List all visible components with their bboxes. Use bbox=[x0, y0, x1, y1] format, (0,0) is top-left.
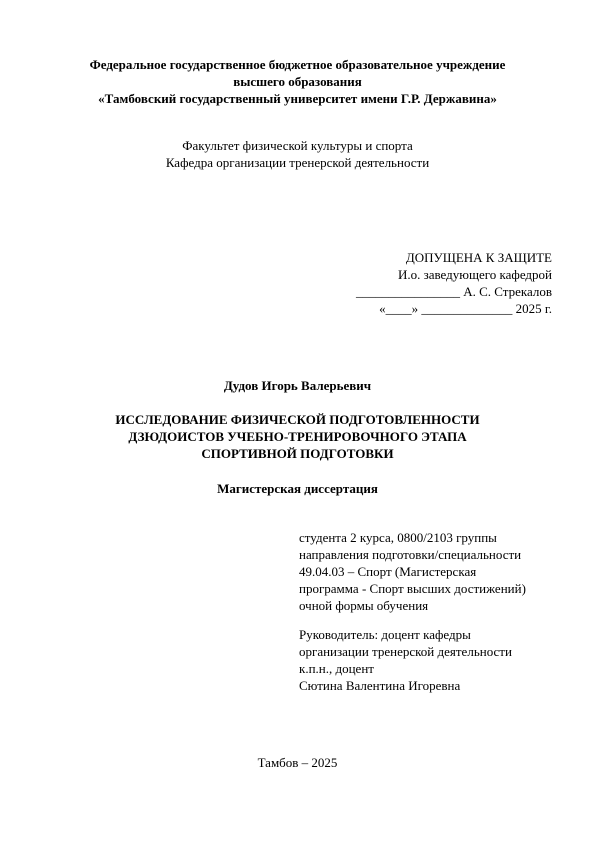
approval-title: ДОПУЩЕНА К ЗАЩИТЕ bbox=[405, 250, 552, 265]
student-info-line-2: направления подготовки/специальности bbox=[299, 547, 522, 562]
chair-name: Кафедра организации тренерской деятельности bbox=[165, 155, 430, 170]
faculty-name: Факультет физической культуры и спорта bbox=[182, 138, 413, 153]
approval-date: «____» ______________ 2025 г. bbox=[379, 301, 552, 316]
thesis-title-line-3: СПОРТИВНОЙ ПОДГОТОВКИ bbox=[201, 446, 394, 461]
thesis-type: Магистерская диссертация bbox=[217, 481, 378, 496]
institution-line-2: высшего образования bbox=[233, 74, 362, 89]
supervisor-line-2: организации тренерской деятельности bbox=[299, 644, 512, 659]
student-info-line-5: очной формы обучения bbox=[299, 598, 429, 613]
student-info-line-1: студента 2 курса, 0800/2103 группы bbox=[299, 530, 497, 545]
student-info-line-4: программа - Спорт высших достижений) bbox=[299, 581, 526, 596]
city-year: Тамбов – 2025 bbox=[257, 755, 338, 770]
author-name: Дудов Игорь Валерьевич bbox=[223, 378, 372, 393]
supervisor-line-4: Сютина Валентина Игоревна bbox=[299, 678, 461, 693]
thesis-title-line-2: ДЗЮДОИСТОВ УЧЕБНО-ТРЕНИРОВОЧНОГО ЭТАПА bbox=[128, 429, 467, 444]
supervisor-line-3: к.п.н., доцент bbox=[299, 661, 374, 676]
institution-line-1: Федеральное государственное бюджетное образовательное учреждение bbox=[89, 57, 506, 72]
thesis-title-line-1: ИССЛЕДОВАНИЕ ФИЗИЧЕСКОЙ ПОДГОТОВЛЕННОСТИ bbox=[115, 412, 480, 427]
institution-line-3: «Тамбовский государственный университет имени Г.Р. Державина» bbox=[98, 91, 497, 106]
supervisor-line-1: Руководитель: доцент кафедры bbox=[299, 627, 471, 642]
student-info-line-3: 49.04.03 – Спорт (Магистерская bbox=[299, 564, 477, 579]
approval-signature: ________________ А. С. Стрекалов bbox=[355, 284, 552, 299]
approval-role: И.о. заведующего кафедрой bbox=[397, 267, 552, 282]
